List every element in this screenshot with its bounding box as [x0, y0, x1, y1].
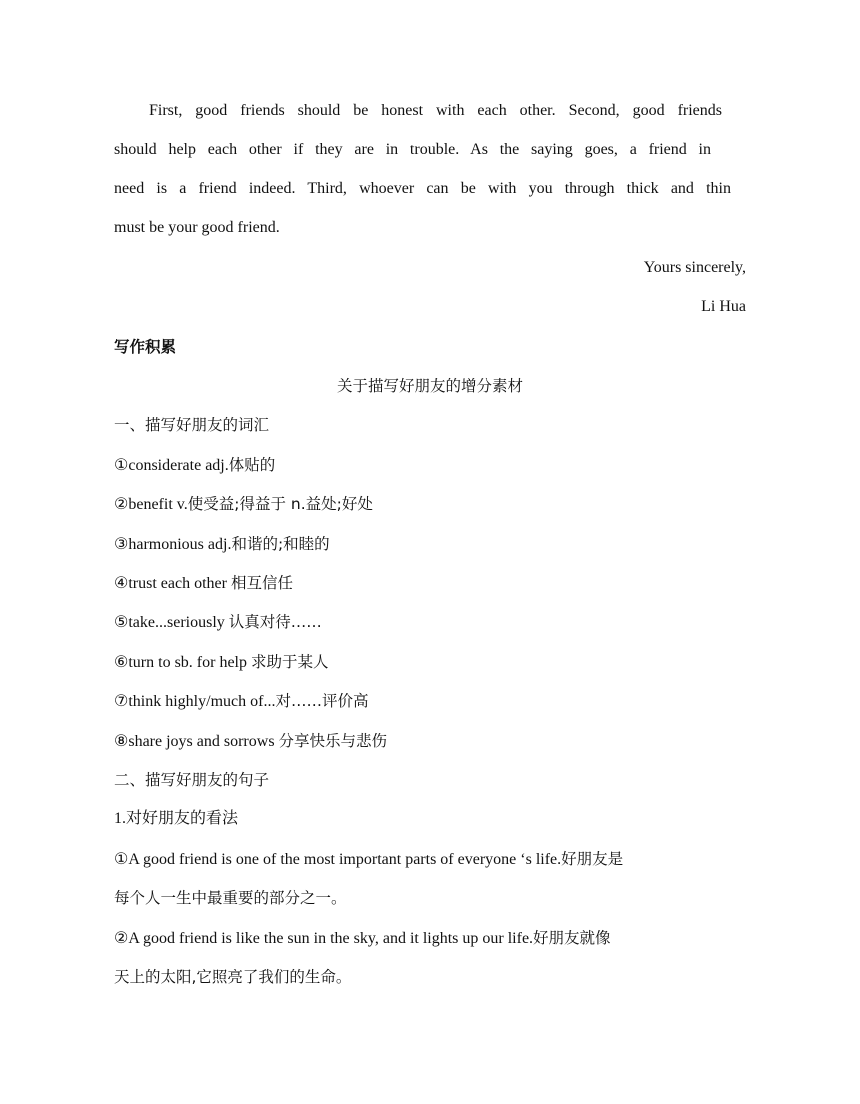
vocab-item: ④trust each other 相互信任 — [114, 574, 293, 592]
letter-line-2: should help each other if they are in trouble. As the saying goes, a friend in — [114, 141, 711, 158]
vocab-item: ⑤take...seriously 认真对待…… — [114, 613, 322, 631]
vocab-item: ③harmonious adj.和谐的;和睦的 — [114, 535, 330, 553]
sentence-line: 天上的太阳,它照亮了我们的生命。 — [114, 968, 352, 986]
vocab-item: ⑦think highly/much of...对……评价高 — [114, 692, 369, 710]
sentences-heading: 二、描写好朋友的句子 — [114, 771, 270, 789]
sentences-subheading: 1.对好朋友的看法 — [114, 810, 239, 827]
section-label: 写作积累 — [114, 338, 177, 356]
vocab-item: ①considerate adj.体贴的 — [114, 456, 276, 474]
sentence-line: ①A good friend is one of the most important parts of everyone ‘s life.好朋友是 — [114, 850, 624, 868]
vocab-item: ⑥turn to sb. for help 求助于某人 — [114, 653, 329, 671]
letter-line-3: need is a friend indeed. Third, whoever can be with you through thick and thin — [114, 180, 731, 197]
letter-line-1: First, good friends should be honest with each other. Second, good friends — [149, 102, 722, 119]
vocab-item: ②benefit v.使受益;得益于 n.益处;好处 — [114, 495, 373, 513]
section-title: 关于描写好朋友的增分素材 — [336, 377, 523, 395]
letter-signature: Li Hua — [701, 298, 746, 315]
sentence-line: ②A good friend is like the sun in the sky, and it lights up our life.好朋友就像 — [114, 929, 611, 947]
sentence-line: 每个人一生中最重要的部分之一。 — [114, 889, 347, 907]
letter-line-4: must be your good friend. — [114, 219, 280, 236]
vocab-item: ⑧share joys and sorrows 分享快乐与悲伤 — [114, 732, 388, 750]
letter-closing: Yours sincerely, — [643, 259, 746, 276]
vocab-heading: 一、描写好朋友的词汇 — [114, 416, 270, 434]
